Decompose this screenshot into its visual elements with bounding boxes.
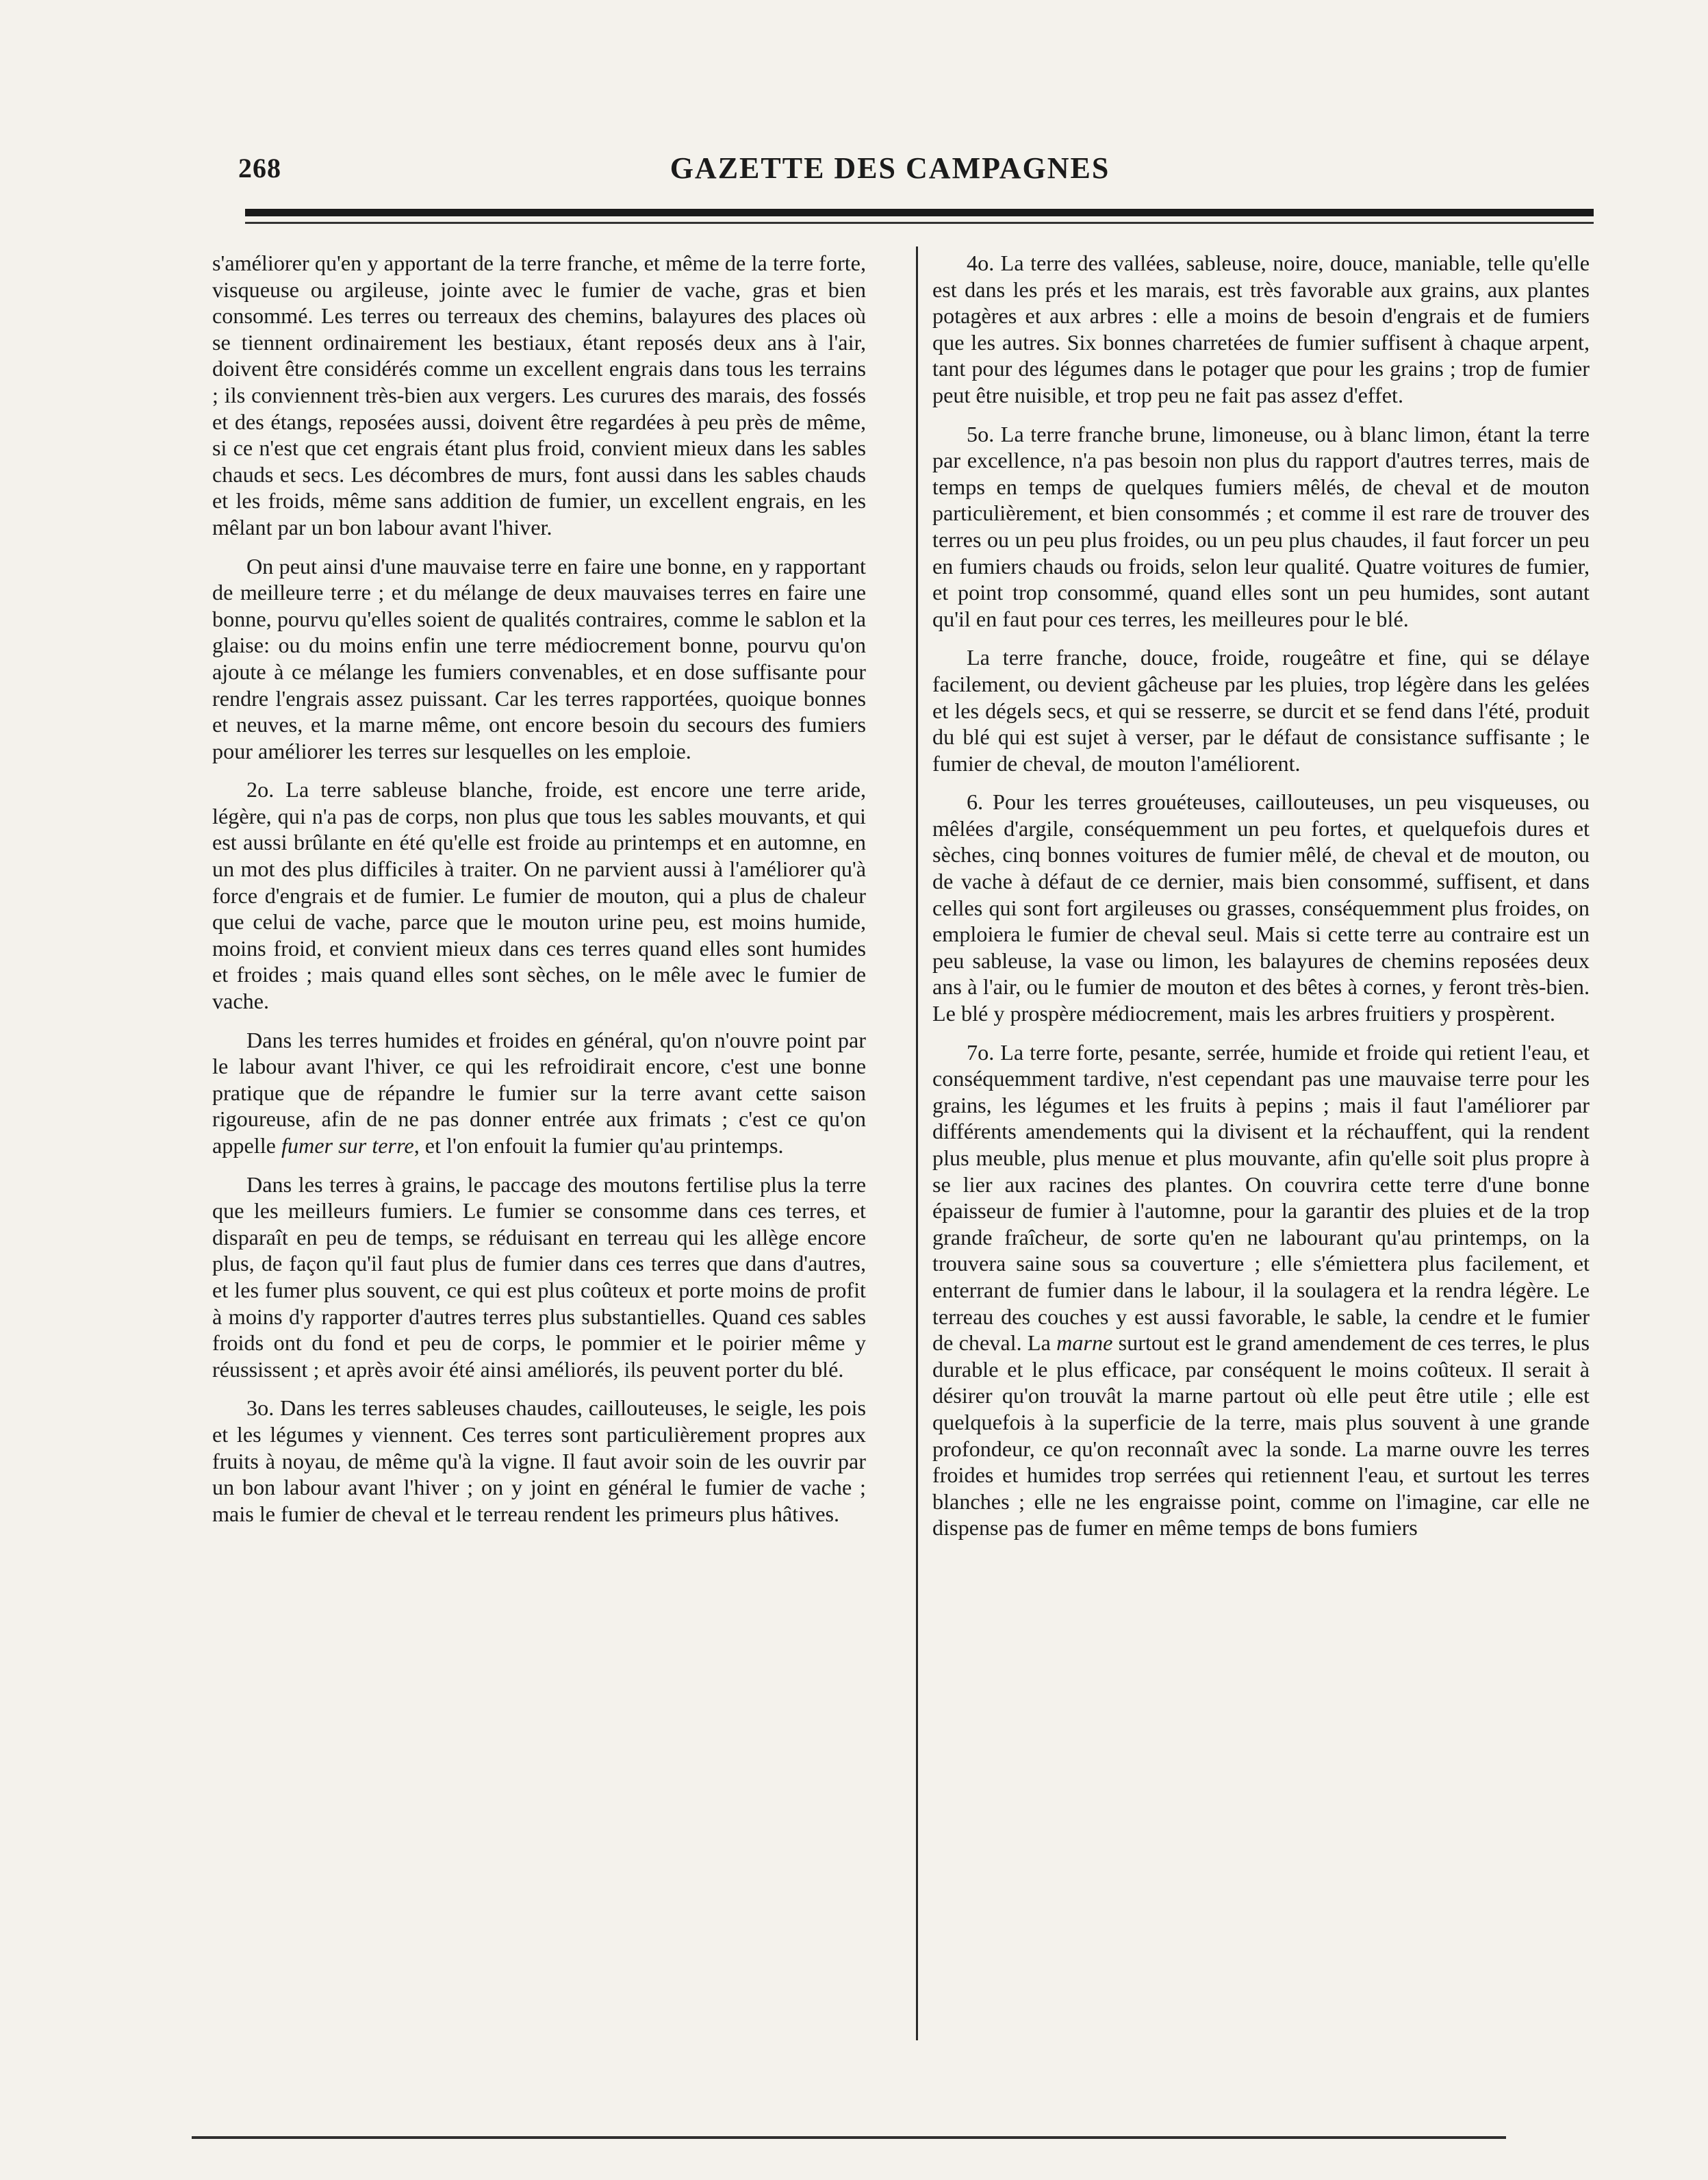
italic-term: marne bbox=[1056, 1330, 1113, 1356]
paragraph: 6. Pour les terres grouéteuses, caillouteuses, un peu visqueuses, ou mêlées d'argile, conséquemment un peu fortes, et quelquefois dures et sèches, cinq bonnes voitures de fumier mêlé, de cheval et de mouton, ou de vache à défaut de ce dernier, mais bien consommé, suffisent, et dans celles qui sont fort argileuses ou grasses, conséquemment plus froides, on emploiera le fumier de cheval seul. Mais si cette terre au contraire est un peu sableuse, la vase ou limon, les balayures de chemins reposées deux ans à l'air, ou le fumier de mouton et des bêtes à cornes, y feront très-bien. Le blé y prospère médiocrement, mais les arbres fruitiers y prospèrent. bbox=[932, 789, 1590, 1026]
paragraph: Dans les terres à grains, le paccage des moutons fertilise plus la terre que les meilleurs fumiers. Le fumier se consomme dans ces terres, et disparaît en peu de temps, se réduisant en terreau qui les allège encore plus, de façon qu'il faut plus de fumier dans ces terres que dans d'autres, et les fumer plus souvent, ce qui est plus coûteux et porte moins de profit à moins d'y rapporter d'autres terres plus substantielles. Quand ces sables froids ont du fond et peu de corps, le pommier et le poirier même y réussissent ; et après avoir été ainsi améliorés, ils peuvent porter du blé. bbox=[212, 1171, 866, 1382]
paragraph bbox=[212, 1027, 866, 1159]
running-head-title: GAZETTE DES CAMPAGNES bbox=[670, 151, 1110, 185]
paragraph bbox=[932, 1039, 1590, 1541]
paragraph: 4o. La terre des vallées, sableuse, noire, douce, maniable, telle qu'elle est dans les prés et les marais, est très favorable aux grains, aux plantes potagères et aux arbres : elle a moins de besoin d'engrais et de fumiers que les autres. Six bonnes charretées de fumier suffisent à chaque arpent, tant pour des légumes dans le potager que pour les grains ; trop de fumier peut être nuisible, et trop peu ne fait pas assez d'effet. bbox=[932, 251, 1590, 407]
header-rule-thin bbox=[245, 222, 1594, 224]
page-number: 268 bbox=[238, 153, 281, 183]
left-column bbox=[212, 250, 866, 2030]
header-rule-thick bbox=[245, 209, 1594, 216]
italic-term: fumer sur terre bbox=[281, 1133, 414, 1158]
paragraph: La terre franche, douce, froide, rougeâtre et fine, qui se délaye facilement, ou devient gâcheuse par les pluies, trop légère dans les gelées et les dégels secs, et qui se resserre, se durcit et se fend dans l'été, produit du blé qui est sujet à verser, par le défaut de consistance suffisante ; le fumier de cheval, de mouton l'améliorent. bbox=[932, 645, 1590, 776]
paragraph: 3o. Dans les terres sableuses chaudes, caillouteuses, le seigle, les pois et les légumes y viennent. Ces terres sont particulièrement propres aux fruits à noyau, de même qu'à la vigne. Il faut avoir soin de les ouvrir par un bon labour avant l'hiver ; on y joint en général le fumier de vache ; mais le fumier de cheval et le terreau rendent les primeurs plus hâtives. bbox=[212, 1395, 866, 1526]
text-run: 7o. La terre forte, pesante, serrée, humide et froide qui retient l'eau, et conséquemment tardive, n'est cependant pas une mauvaise terre pour les grains, les légumes et les fruits à pepins ; mais il faut l'améliorer par différents amendements qui la divisent et la réchauffent, qui la rendent plus meuble, plus menue et plus mouvante, afin qu'elle soit plus propre à se lier aux racines des plantes. On couvrira cette terre d'une bonne épaisseur de fumier à l'automne, pour la garantir des pluies et de la trop grande fraîcheur, de sorte qu'en ne labourant qu'au printemps, on la trouvera saine sous sa couverture ; elle s'émiettera plus facilement, et enterrant de fumier dans le labour, il la soulagera et la rendra légère. Le terreau des couches y est aussi favorable, le sable, la cendre et le fumier de cheval. La bbox=[932, 1039, 1590, 1356]
text-run: surtout est le grand amendement de ces terres, le plus durable et le plus efficace, par conséquent le moins coûteux. Il serait à désirer qu'on trouvât la marne partout où elle peut être utile ; elle est quelquefois à la superficie de la terre, mais plus souvent à une grande profondeur, ce qu'on reconnaît avec la sonde. La marne ouvre les terres froides et humides trop serrées qui retiennent l'eau, et surtout les terres blanches ; elle ne les engraisse point, comme on l'imagine, car elle ne dispense pas de fumer en même temps de bons fumiers bbox=[932, 1330, 1590, 1541]
bottom-rule bbox=[192, 2136, 1506, 2139]
text-run: Dans les terres humides et froides en général, qu'on n'ouvre point par le labour avant l'hiver, ce qui les refroidirait encore, c'est une bonne pratique que de répandre le fumier sur la terre avant cette saison rigoureuse, afin de ne pas donner entrée aux frimats ; c'est ce qu'on appelle bbox=[212, 1027, 866, 1158]
paragraph: On peut ainsi d'une mauvaise terre en faire une bonne, en y rapportant de meilleure terre ; et du mélange de deux mauvaises terres en faire une bonne, pourvu qu'elles soient de qualités contraires, comme le sablon et la glaise: ou du moins enfin une terre médiocrement bonne, pourvu qu'on ajoute à ce mélange les fumiers convenables, et en dose suffisante pour rendre l'engrais assez puissant. Car les terres rapportées, quoique bonnes et neuves, et la marne même, ont encore besoin du secours des fumiers pour améliorer les terres sur lesquelles on les emploie. bbox=[212, 553, 866, 763]
paragraph: 5o. La terre franche brune, limoneuse, ou à blanc limon, étant la terre par excellence, n'a pas besoin non plus du rapport d'autres terres, mais de temps en temps de quelques fumiers mêlés, de cheval et de mouton particulièrement, et bien consommés ; et comme il est rare de trouver des terres ou un peu plus froides, ou un peu plus chaudes, il faut forcer un peu en fumiers chauds ou froids, selon leur qualité. Quatre voitures de fumier, et point trop consommé, quand elles sont un peu humides, sont autant qu'il en faut pour ces terres, les meilleures pour le blé. bbox=[932, 421, 1590, 631]
column-divider bbox=[916, 246, 918, 2040]
paragraph: 2o. La terre sableuse blanche, froide, est encore une terre aride, légère, qui n'a pas de corps, non plus que tous les sables mouvants, et qui est aussi brûlante en été qu'elle est froide au printemps et en automne, en un mot des plus difficiles à traiter. On ne parvient aussi à l'améliorer qu'à force d'engrais et de fumier. Le fumier de mouton, qui a plus de chaleur que celui de vache, parce que le mouton urine peu, est moins humide, moins froid, et convient mieux dans ces terres quand elles sont humides et froides ; mais quand elles sont sèches, on le mêle avec le fumier de vache. bbox=[212, 777, 866, 1014]
paragraph: s'améliorer qu'en y apportant de la terre franche, et même de la terre forte, visqueuse ou argileuse, jointe avec le fumier de vache, gras et bien consommé. Les terres ou terreaux des chemins, balayures des places où se tiennent ordinairement les bestiaux, étant reposés deux ans à l'air, doivent être considérés comme un excellent engrais dans tous les terrains ; ils conviennent très-bien aux vergers. Les curures des marais, des fossés et des étangs, reposées aussi, doivent être regardées à peu près de même, si ce n'est que cet engrais étant plus froid, convient mieux dans les sables chauds et secs. Les décombres de murs, font aussi dans les sables chauds et les froids, même sans addition de fumier, un excellent engrais, en les mêlant par un bon labour avant l'hiver. bbox=[212, 251, 866, 540]
text-run: , et l'on enfouit la fumier qu'au printemps. bbox=[413, 1133, 784, 1158]
right-column bbox=[932, 250, 1590, 2030]
